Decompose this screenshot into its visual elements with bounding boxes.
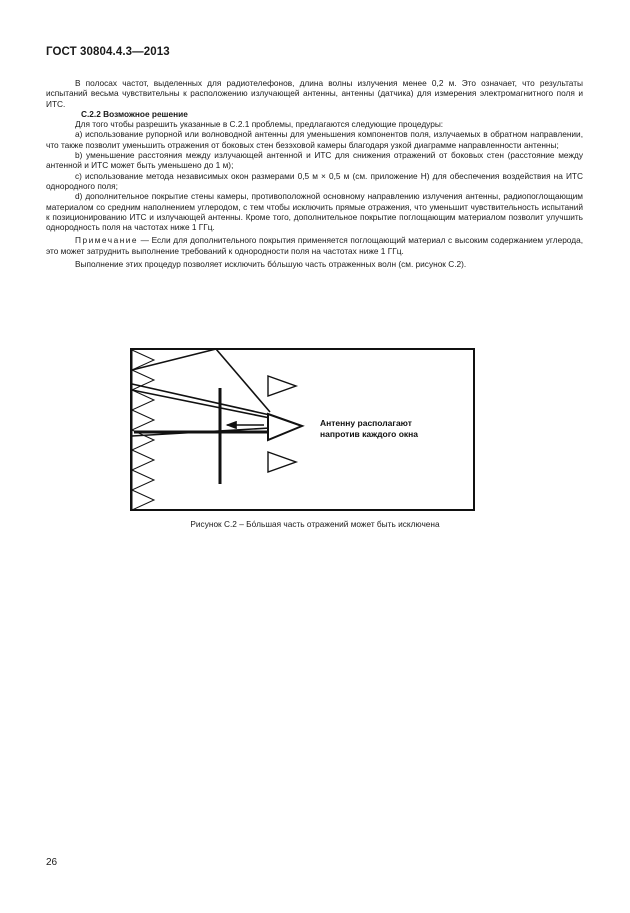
document-body	[46, 78, 583, 269]
transmit-antenna	[268, 414, 302, 440]
subheading-possible-solution: С.2.2 Возможное решение	[81, 108, 188, 119]
figure-label-line2: напротив каждого окна	[320, 429, 419, 439]
figure-chamber-diagram	[130, 348, 475, 511]
list-item-d: d) дополнительное покрытие стены камеры, противоположной основному направлению излучения антенны, радиопоглощающим материалом со средним наполнением углеродом, с тем чтобы исключить прямые отражения, что уменьшит чувствительность испытаний к позиционированию ИТС и излучающей антенны. Кроме того, дополнительное покрытие поглощающим материалом позволит улучшить однородность поля на частотах ниже 1 ГГц.	[46, 191, 583, 233]
document-header: ГОСТ 30804.4.3—2013	[46, 46, 170, 58]
note-paragraph	[46, 235, 583, 256]
chamber-outline	[131, 349, 474, 510]
list-item-c: с) использование метода независимых окон размерами 0,5 м × 0,5 м (см. приложение Н) для обеспечения воздействия на ИТС однородного поля;	[46, 170, 583, 191]
note-label: Примечание	[75, 235, 139, 246]
paragraph-procedures-intro: Для того чтобы разрешить указанные в С.2.1 проблемы, предлагаются следующие процедуры:	[75, 119, 444, 130]
antenna-position-lower	[268, 452, 296, 472]
reflection-paths	[132, 349, 270, 436]
figure-label-line1: Антенну располагают	[320, 418, 412, 428]
absorber-wall	[132, 350, 154, 510]
list-item-b: b) уменьшение расстояния между излучающей антенной и ИТС для снижения отражений от боковых стен (расстояние между антенной и ИТС может быть уменьшено до 1 м);	[46, 150, 583, 171]
figure-caption: Рисунок С.2 – Бо́льшая часть отражений может быть исключена	[190, 519, 440, 529]
list-item-a: а) использование рупорной или волноводной антенны для уменьшения компонентов поля, излучаемых в обратном направлении, что также позволит уменьшить отражения от боковых стен безэховой камеры благодаря узкой диаграмме направленности антенны;	[46, 129, 583, 150]
note-text: — Если для дополнительного покрытия применяется поглощающий материал с высоким содержанием углерода, это может затруднить выполнение требований к однородности поля на частотах ниже 1 ГГц.	[46, 235, 583, 256]
paragraph-wavelength: В полосах частот, выделенных для радиотелефонов, длина волны излучения менее 0,2 м. Это означает, что результаты испытаний весьма чувствительны к расположению излучающей антенны, антенны (датчика) для измерения электромагнитного поля и ИТС.	[46, 78, 583, 109]
page-number: 26	[46, 857, 58, 868]
antenna-position-upper	[268, 376, 296, 396]
paragraph-conclusion: Выполнение этих процедур позволяет исключить бо́льшую часть отраженных волн (см. рисунок С.2).	[75, 259, 467, 270]
